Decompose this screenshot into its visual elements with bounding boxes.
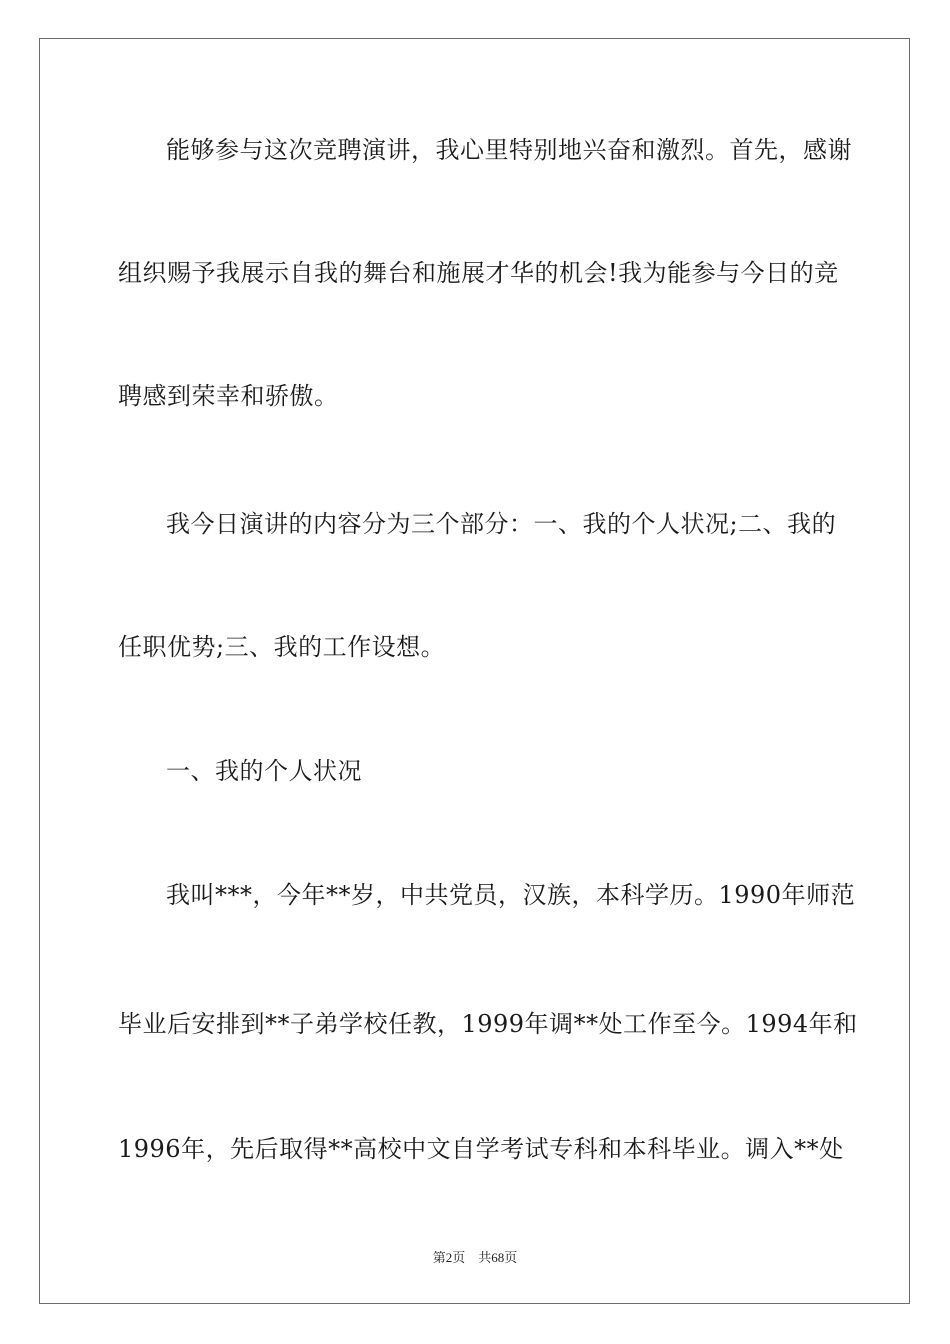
- page-border: [39, 38, 910, 1304]
- paragraph-line-7: 我叫***，今年**岁，中共党员，汉族，本科学历。1990年师范: [166, 881, 856, 909]
- page-number: 第2页: [432, 1250, 466, 1265]
- page-footer: [0, 1247, 950, 1266]
- paragraph-line-9: 1996年，先后取得**高校中文自学考试专科和本科毕业。调入**处: [118, 1135, 844, 1163]
- paragraph-line-8: 毕业后安排到**子弟学校任教，1999年调**处工作至今。1994年和: [118, 1010, 858, 1038]
- paragraph-line-1: 能够参与这次竞聘演讲，我心里特别地兴奋和激烈。首先，感谢: [166, 136, 852, 164]
- paragraph-line-5: 任职优势;三、我的工作设想。: [118, 633, 446, 661]
- paragraph-line-2: 组织赐予我展示自我的舞台和施展才华的机会!我为能参与今日的竞: [118, 259, 839, 287]
- paragraph-line-3: 聘感到荣幸和骄傲。: [118, 382, 339, 410]
- paragraph-line-4: 我今日演讲的内容分为三个部分：一、我的个人状况;二、我的: [166, 510, 837, 538]
- section-heading: 一、我的个人状况: [166, 757, 362, 785]
- page-total: 共68页: [478, 1250, 518, 1265]
